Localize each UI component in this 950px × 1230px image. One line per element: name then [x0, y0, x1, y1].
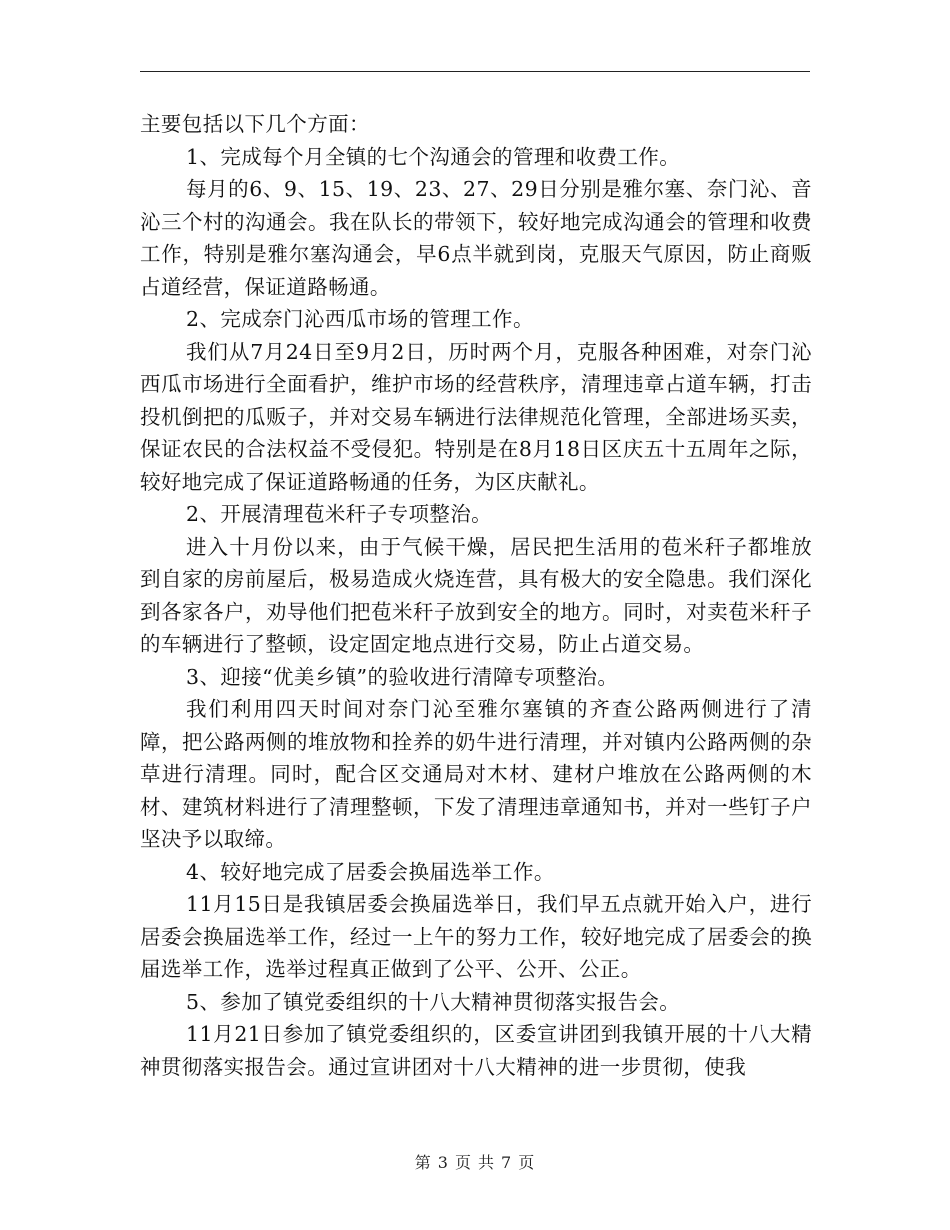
section-heading: 2、完成奈门沁西瓜市场的管理工作。 [186, 307, 534, 331]
paragraph: 进入十月份以来，由于气候干燥，居民把生活用的苞米秆子都堆放到自家的房前屋后，极易造成火烧连营，具有极大的安全隐患。我们深化到各家各户，劝导他们把苞米秆子放到安全的地方。同时，对卖苞米秆子的车辆进行了整顿，设定固定地点进行交易，防止占道交易。 [140, 534, 812, 656]
section-heading: 3、迎接“优美乡镇”的验收进行清障专项整治。 [186, 664, 619, 689]
section-heading: 1、完成每个月全镇的七个沟通会的管理和收费工作。 [186, 144, 681, 169]
paragraph: 11月21日参加了镇党委组织的，区委宣讲团到我镇开展的十八大精神贯彻落实报告会。通过宣讲团对十八大精神的进一步贯彻，使我 [140, 1022, 812, 1079]
section-heading: 2、开展清理苞米秆子专项整治。 [186, 502, 493, 526]
paragraph: 每月的6、9、15、19、23、27、29日分别是雅尔塞、奈门沁、音沁三个村的沟通会。我在队长的带领下，较好地完成沟通会的管理和收费工作，特别是雅尔塞沟通会，早6点半就到岗，克服天气原因，防止商贩占道经营，保证道路畅通。 [140, 177, 812, 299]
footer-suffix: 页 [518, 1153, 536, 1172]
footer-prefix: 第 [414, 1153, 432, 1172]
footer-page-number: 3 [437, 1153, 449, 1172]
section-heading: 4、较好地完成了居委会换届选举工作。 [186, 859, 555, 884]
header-rule [140, 71, 810, 72]
footer-total-pages: 7 [501, 1153, 513, 1172]
paragraph: 我们从7月24日至9月2日，历时两个月，克服各种困难，对奈门沁西瓜市场进行全面看护，维护市场的经营秩序，清理违章占道车辆，打击投机倒把的瓜贩子，并对交易车辆进行法律规范化管理，全部进场买卖，保证农民的合法权益不受侵犯。特别是在8月18日区庆五十五周年之际，较好地完成了保证道路畅通的任务，为区庆献礼。 [140, 339, 812, 494]
paragraph: 我们利用四天时间对奈门沁至雅尔塞镇的齐查公路两侧进行了清障，把公路两侧的堆放物和拴养的奶牛进行清理，并对镇内公路两侧的杂草进行清理。同时，配合区交通局对木材、建材户堆放在公路两侧的木材、建筑材料进行了清理整顿，下发了清理违章通知书，并对一些钉子户坚决予以取缔。 [140, 697, 812, 851]
document-body [140, 108, 812, 1083]
page-footer [0, 1150, 950, 1173]
paragraph: 主要包括以下几个方面： [140, 112, 370, 136]
footer-middle: 页 共 [454, 1153, 496, 1172]
paragraph: 11月15日是我镇居委会换届选举日，我们早五点就开始入户，进行居委会换届选举工作，经过一上午的努力工作，较好地完成了居委会的换届选举工作，选举过程真正做到了公平、公开、公正。 [140, 892, 812, 981]
section-heading: 5、参加了镇党委组织的十八大精神贯彻落实报告会。 [186, 989, 681, 1014]
